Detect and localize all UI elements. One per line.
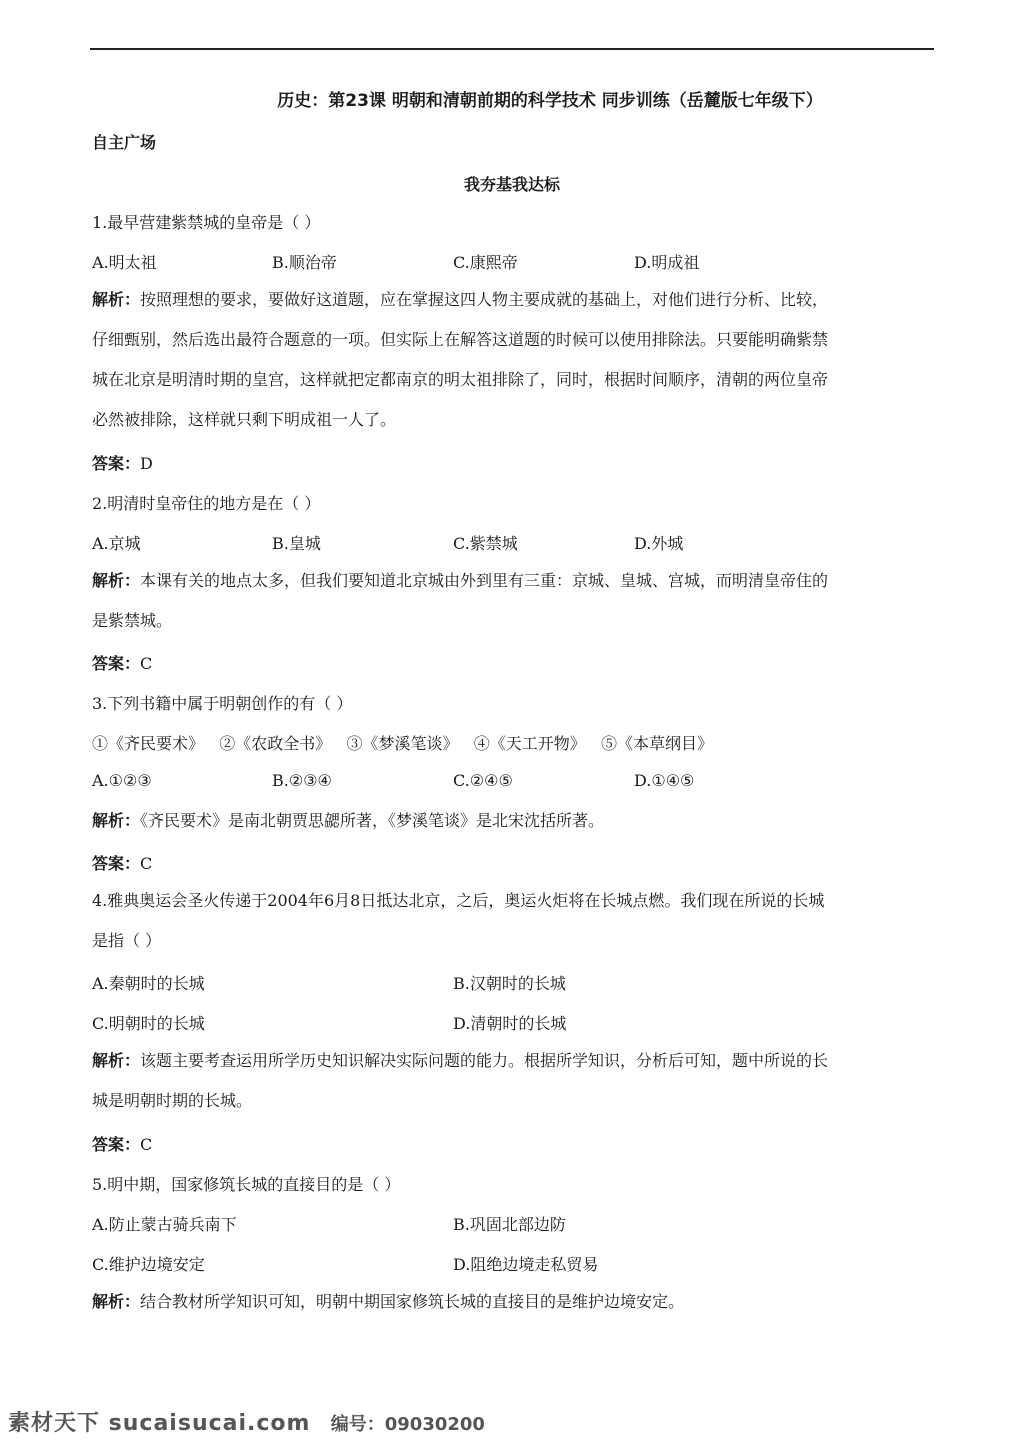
- answer-value: C: [140, 854, 153, 873]
- section-heading: 自主广场: [92, 133, 157, 152]
- question-2-option-d: D.外城: [634, 534, 684, 553]
- question-1-option-c: C.康熙帝: [453, 253, 518, 272]
- top-rule: [90, 48, 934, 50]
- analysis-line: 城在北京是明清时期的皇宫，这样就把定都南京的明太祖排除了，同时，根据时间顺序，清朝的两位皇帝: [92, 370, 829, 389]
- question-1-option-d: D.明成祖: [634, 253, 700, 272]
- question-3-stem: 3.下列书籍中属于明朝创作的有（ ）: [92, 694, 353, 713]
- question-5-option-b: B.巩固北部边防: [453, 1215, 566, 1234]
- answer-label: 答案：: [92, 1135, 141, 1154]
- question-2-option-a: A.京城: [92, 534, 141, 553]
- watermark: [8, 1406, 485, 1437]
- analysis-line: 该题主要考查运用所学历史知识解决实际问题的能力。根据所学知识，分析后可知，题中所说的长: [140, 1051, 829, 1070]
- question-5-option-c: C.维护边境安定: [92, 1255, 205, 1274]
- analysis-label: 解析：: [92, 1051, 141, 1070]
- question-4-stem: [92, 881, 932, 961]
- question-4-option-c: C.明朝时的长城: [92, 1014, 205, 1033]
- analysis-line: 城是明朝时期的长城。: [92, 1091, 253, 1110]
- stem-line: 是指（ ）: [92, 931, 162, 950]
- analysis-label: 解析：: [92, 571, 141, 590]
- answer-value: C: [140, 654, 153, 673]
- question-5-option-d: D.阻绝边境走私贸易: [453, 1255, 599, 1274]
- watermark-code: 编号：09030200: [330, 1414, 485, 1435]
- analysis-line: 是紫禁城。: [92, 611, 173, 630]
- question-4-analysis: [92, 1041, 932, 1121]
- analysis-label: 解析：: [92, 811, 141, 830]
- question-2-option-c: C.紫禁城: [453, 534, 518, 553]
- watermark-brand: 素材天下 sucaisucai.com: [8, 1411, 311, 1436]
- answer-label: 答案：: [92, 854, 141, 873]
- question-3-analysis: [92, 801, 932, 841]
- question-1-option-b: B.顺治帝: [272, 253, 337, 272]
- answer-value: C: [140, 1135, 153, 1154]
- question-2-analysis: [92, 561, 932, 641]
- question-3-answer: [92, 851, 152, 874]
- analysis-line: 必然被排除，这样就只剩下明成祖一人了。: [92, 410, 397, 429]
- question-5-stem: 5.明中期，国家修筑长城的直接目的是（ ）: [92, 1175, 401, 1194]
- question-4-option-d: D.清朝时的长城: [453, 1014, 567, 1033]
- answer-value: D: [140, 454, 153, 473]
- question-4-answer: [92, 1132, 152, 1155]
- question-2-answer: [92, 651, 152, 674]
- question-3-option-c: C.②④⑤: [453, 771, 513, 790]
- question-1-analysis: [92, 280, 932, 440]
- subsection-heading: 我夯基我达标: [463, 175, 560, 194]
- analysis-line: 按照理想的要求，要做好这道题，应在掌握这四人物主要成就的基础上，对他们进行分析、比较，: [140, 290, 829, 309]
- question-2-stem: 2.明清时皇帝住的地方是在（ ）: [92, 494, 321, 513]
- stem-line: 4.雅典奥运会圣火传递于2004年6月8日抵达北京，之后，奥运火炬将在长城点燃。我们现在所说的长城: [92, 891, 825, 910]
- question-4-option-b: B.汉朝时的长城: [453, 974, 566, 993]
- question-1-stem: 1.最早营建紫禁城的皇帝是（ ）: [92, 213, 321, 232]
- question-3-books: ①《齐民要术》 ②《农政全书》 ③《梦溪笔谈》 ④《天工开物》 ⑤《本草纲目》: [92, 734, 714, 753]
- question-3-option-a: A.①②③: [92, 771, 152, 790]
- question-2-option-b: B.皇城: [272, 534, 321, 553]
- page-title: 历史：第23课 明朝和清朝前期的科学技术 同步训练（岳麓版七年级下）: [277, 91, 823, 111]
- answer-label: 答案：: [92, 454, 141, 473]
- question-5-option-a: A.防止蒙古骑兵南下: [92, 1215, 237, 1234]
- analysis-line: 仔细甄别，然后选出最符合题意的一项。但实际上在解答这道题的时候可以使用排除法。只要能明确紫禁: [92, 330, 829, 349]
- question-5-analysis: [92, 1282, 932, 1322]
- analysis-line: 本课有关的地点太多，但我们要知道北京城由外到里有三重：京城、皇城、宫城，而明清皇帝住的: [140, 571, 829, 590]
- analysis-line: 《齐民要术》是南北朝贾思勰所著，《梦溪笔谈》是北宋沈括所著。: [140, 811, 605, 830]
- question-3-option-b: B.②③④: [272, 771, 332, 790]
- analysis-label: 解析：: [92, 290, 141, 309]
- question-3-option-d: D.①④⑤: [634, 771, 695, 790]
- question-1-answer: [92, 451, 153, 474]
- question-1-option-a: A.明太祖: [92, 253, 157, 272]
- analysis-label: 解析：: [92, 1292, 141, 1311]
- answer-label: 答案：: [92, 654, 141, 673]
- question-4-option-a: A.秦朝时的长城: [92, 974, 205, 993]
- analysis-line: 结合教材所学知识可知，明朝中期国家修筑长城的直接目的是维护边境安定。: [140, 1292, 685, 1311]
